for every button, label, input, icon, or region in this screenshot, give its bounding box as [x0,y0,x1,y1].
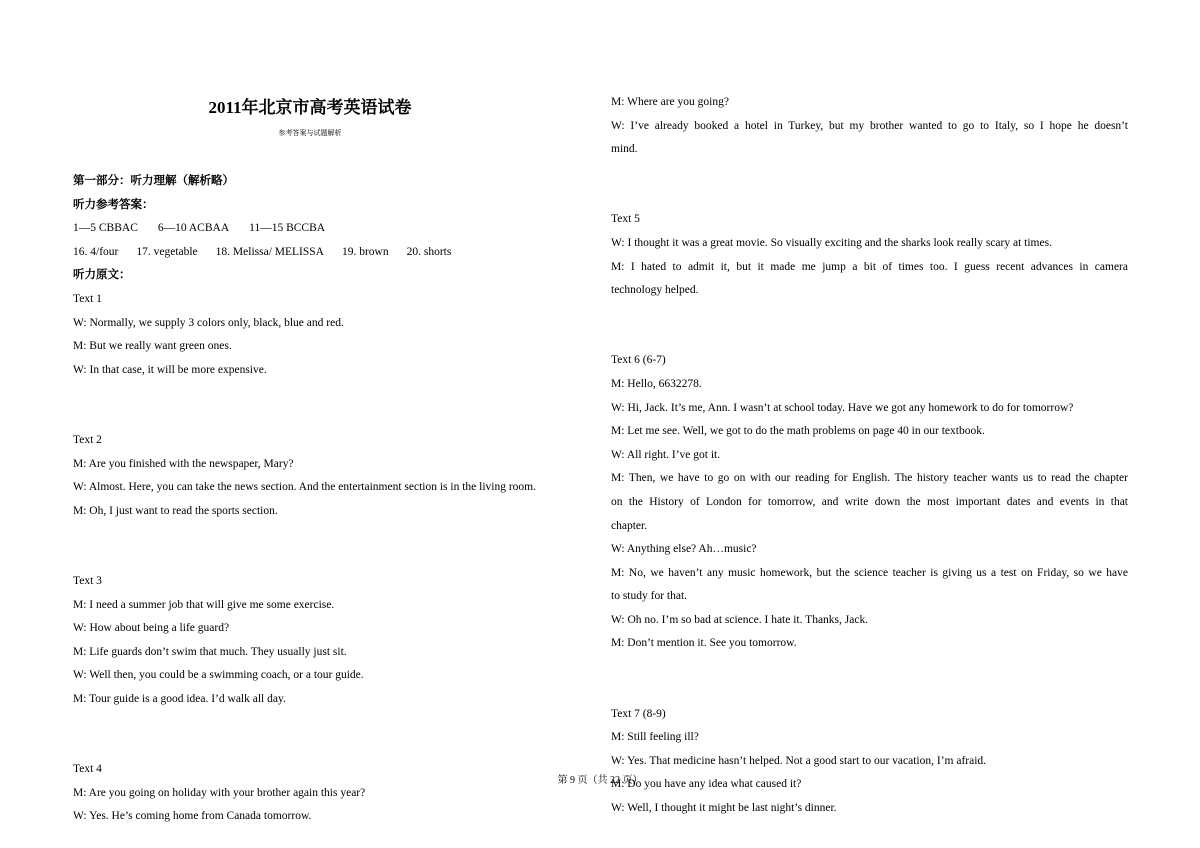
transcript-line: W: All right. I’ve got it. [611,448,721,461]
text-heading: Text 2 [73,433,102,446]
transcript-line: M: Are you finished with the newspaper, Mary? [73,457,294,470]
transcript-line: M: Where are you going? [611,96,729,108]
transcript-line: W: Almost. Here, you can take the news section. And the entertainment section is in the living room. [73,481,536,494]
paragraph-gap [611,314,1128,338]
paragraph-gap [611,173,1128,197]
transcript-line: M: Life guards don’t swim that much. They usually just sit. [73,645,347,658]
transcript-line: W: How about being a life guard? [73,622,230,635]
transcript-line: W: Yes. That medicine hasn’t helped. Not a good start to our vacation, I’m afraid. [611,754,987,767]
answer-group: 6—10 ACBAA [157,222,230,235]
transcript-line: W: Yes. He’s coming home from Canada tomorrow. [73,810,312,823]
transcript-line: M: Still feeling ill? [611,731,699,744]
transcript-line: W: I’ve already booked a hotel in Turkey, but my brother wanted to go to Italy, so I hope he doesn’t [611,119,1128,132]
transcript-line: M: Tour guide is a good idea. I’d walk all day. [73,692,286,705]
transcript-line: W: Well, I thought it might be last night’s dinner. [611,802,837,815]
transcript-line: to study for that. [611,590,688,603]
left-column [73,170,568,829]
right-transcript [611,91,1128,821]
answers-heading: 听力参考答案： [73,198,154,211]
transcript-line: M: But we really want green ones. [73,340,232,353]
paragraph-gap [611,668,1128,692]
transcript-line: M: Oh, I just want to read the sports section. [73,504,278,517]
answer-item: 17. vegetable [136,245,198,258]
transcript-line: technology helped. [611,284,699,297]
transcript-line: M: Then, we have to go on with our reading for English. The history teacher wants us to read the chapter [611,472,1128,485]
part1-heading: 第一部分：听力理解（解析略） [73,175,234,187]
answer-item: 20. shorts [406,245,452,258]
answer-group: 11—15 BCCBA [249,222,326,235]
transcript-line: W: Oh no. I’m so bad at science. I hate it. Thanks, Jack. [611,613,869,626]
page-subtitle: 参考答案与试题解析 [278,129,342,137]
text-heading: Text 4 [73,763,102,776]
transcript-line: M: Do you have any idea what caused it? [611,778,802,791]
left-transcript [73,288,568,829]
transcript-line: W: Well then, you could be a swimming coach, or a tour guide. [73,669,364,682]
transcript-line: M: Are you going on holiday with your brother again this year? [73,786,366,799]
answers-row-1 [73,217,568,241]
transcript-line: mind. [611,143,638,156]
paragraph-gap [73,394,568,418]
transcript-line: M: Hello, 6632278. [611,377,702,390]
transcript-line: W: In that case, it will be more expensive. [73,363,267,376]
paragraph-gap [73,535,568,559]
text-heading: Text 3 [73,574,102,587]
right-column [611,91,1128,821]
answer-item: 19. brown [341,245,389,258]
transcript-line: M: No, we haven’t any music homework, but the science teacher is giving us a test on Friday, so we have [611,566,1128,579]
answer-item: 18. Melissa/ MELISSA [215,245,324,258]
transcript-heading: 听力原文： [73,269,131,282]
transcript-line: W: Anything else? Ah…music? [611,543,757,556]
answer-group: 1—5 CBBAC [73,222,138,235]
page-title: 2011年北京市高考英语试卷 [208,98,412,117]
page-footer: 第 9 页（共 22 页） [557,775,643,786]
transcript-line: W: I thought it was a great movie. So visually exciting and the sharks look really scary at times. [611,236,1052,249]
transcript-line: chapter. [611,519,648,532]
transcript-line: M: Let me see. Well, we got to do the math problems on page 40 in our textbook. [611,425,985,438]
transcript-line: M: I need a summer job that will give me some exercise. [73,598,335,611]
transcript-line: W: Hi, Jack. It’s me, Ann. I wasn’t at school today. Have we got any homework to do for tomorrow? [611,401,1074,414]
answers-row-2 [73,241,568,265]
transcript-line: M: I hated to admit it, but it made me jump a bit of times too. I guess recent advances in camera [611,260,1128,273]
text-heading: Text 7 (8-9) [611,707,666,720]
transcript-line: on the History of London for tomorrow, and write down the most important dates and events in that [611,495,1128,508]
transcript-line: W: Normally, we supply 3 colors only, black, blue and red. [73,316,344,329]
answer-item: 16. 4/four [73,245,119,258]
text-heading: Text 5 [611,213,640,226]
text-heading: Text 6 (6-7) [611,354,666,367]
transcript-line: M: Don’t mention it. See you tomorrow. [611,637,797,650]
paragraph-gap [73,723,568,747]
text-heading: Text 1 [73,292,102,305]
